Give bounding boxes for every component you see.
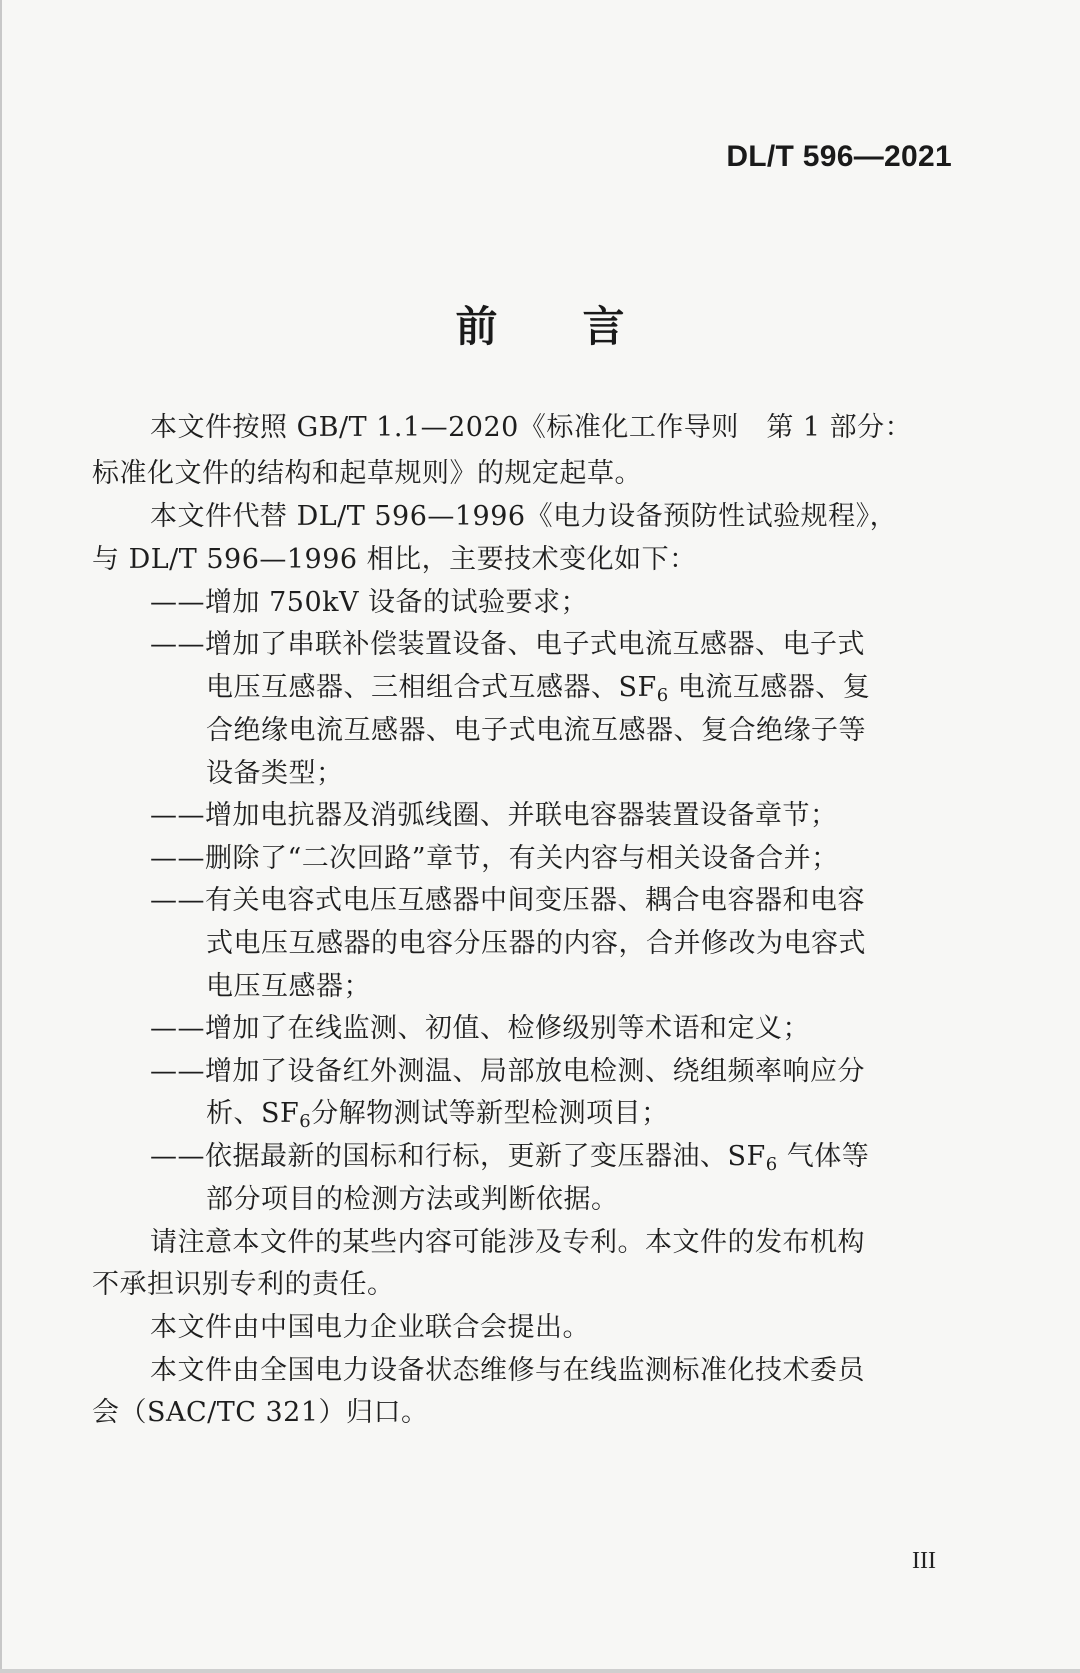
change-item-continuation: 电压互感器、三相组合式互感器、$SF_6$ 电流互感器、复: [206, 672, 871, 706]
change-item: ——增加电抗器及消弧线圈、并联电容器装置设备章节；: [150, 800, 838, 831]
change-item-continuation: 电压互感器；: [206, 971, 371, 1002]
standard-number: DL/T 596—2021: [726, 140, 952, 173]
change-item: ——删除了“二次回路”章节，有关内容与相关设备合并；: [150, 843, 839, 874]
body-line: 与 DL/T 596—1996 相比，主要技术变化如下：: [92, 544, 697, 575]
change-item-continuation: 设备类型；: [206, 758, 344, 789]
change-item: ——增加了设备红外测温、局部放电检测、绕组频率响应分: [150, 1056, 865, 1087]
change-item: ——增加了串联补偿装置设备、电子式电流互感器、电子式: [150, 629, 865, 660]
change-item-continuation: 合绝缘电流互感器、电子式电流互感器、复合绝缘子等: [206, 715, 866, 746]
page-title: 前言: [455, 302, 710, 351]
body-line: 本文件由全国电力设备状态维修与在线监测标准化技术委员: [150, 1355, 865, 1386]
change-item: ——增加了在线监测、初值、检修级别等术语和定义；: [150, 1013, 810, 1044]
body-line: 请注意本文件的某些内容可能涉及专利。本文件的发布机构: [150, 1227, 865, 1258]
body-line: 本文件代替 DL/T 596—1996《电力设备预防性试验规程》，: [150, 501, 898, 532]
change-item: ——增加 750kV 设备的试验要求；: [150, 587, 589, 618]
body-line: 本文件按照 GB/T 1.1—2020《标准化工作导则 第 1 部分：: [150, 412, 913, 443]
page-left-edge: [0, 0, 2, 1673]
change-item-continuation: 式电压互感器的电容分压器的内容，合并修改为电容式: [206, 928, 866, 959]
change-item-continuation: 部分项目的检测方法或判断依据。: [206, 1184, 619, 1215]
change-item: ——依据最新的国标和行标，更新了变压器油、$SF_6$ 气体等: [150, 1141, 870, 1175]
page-bottom-edge: [0, 1669, 1080, 1673]
body-line: 会（SAC/TC 321）归口。: [92, 1397, 429, 1428]
body-line: 本文件由中国电力企业联合会提出。: [150, 1312, 590, 1343]
body-line: 标准化文件的结构和起草规则》的规定起草。: [92, 458, 642, 489]
change-item: ——有关电容式电压互感器中间变压器、耦合电容器和电容: [150, 885, 865, 916]
page-number: III: [912, 1548, 936, 1574]
body-line: 不承担识别专利的责任。: [92, 1269, 395, 1300]
change-item-continuation: 析、$SF_6$分解物测试等新型检测项目；: [206, 1098, 669, 1132]
